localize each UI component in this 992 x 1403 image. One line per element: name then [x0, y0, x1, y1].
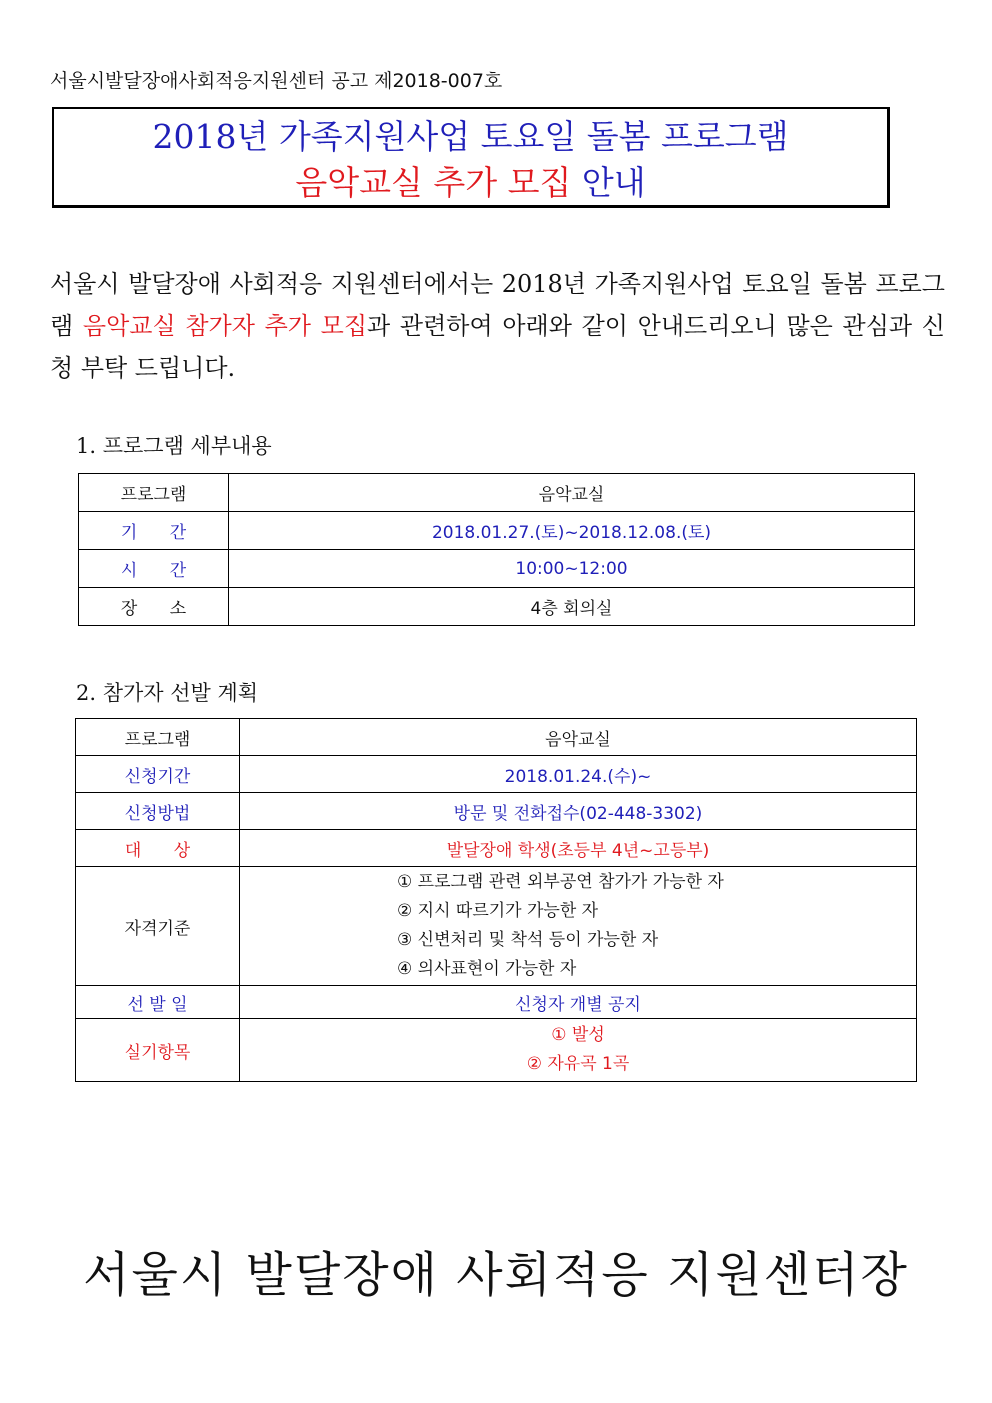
selection-plan-table: [75, 718, 917, 1082]
list-item: ② 지시 따르기가 가능한 자: [397, 901, 599, 921]
row-label: 기 간: [79, 512, 229, 550]
row-value: 음악교실: [229, 474, 915, 512]
criteria-list: [240, 867, 917, 986]
table-row: [79, 588, 915, 626]
row-value: 4층 회의실: [229, 588, 915, 626]
intro-text-1: 서울시 발달장애 사회적응 지원센터에서는 2018년 가족지원사업 토요일 돌봄 프로그램: [50, 270, 945, 340]
list-item: ② 자유곡 1곡: [526, 1054, 630, 1074]
program-details-table: [78, 473, 915, 626]
section-1-heading: 1. 프로그램 세부내용: [76, 434, 272, 458]
table-row: [76, 867, 917, 986]
intro-paragraph: [50, 263, 945, 389]
row-label: 대 상: [76, 830, 240, 867]
table-row: [76, 793, 917, 830]
table-row: [76, 830, 917, 867]
table-row: [76, 1019, 917, 1082]
row-label: 선 발 일: [76, 986, 240, 1019]
row-label: 신청기간: [76, 756, 240, 793]
title-highlight: 음악교실 추가 모집: [295, 163, 572, 202]
table-row: [79, 550, 915, 588]
table-row: [79, 474, 915, 512]
row-label: 시 간: [79, 550, 229, 588]
list-item: ④ 의사표현이 가능한 자: [397, 959, 577, 979]
row-value: 2018.01.27.(토)~2018.12.08.(토): [229, 512, 915, 550]
row-label: 프로그램: [76, 719, 240, 756]
title-box: [52, 107, 890, 208]
title-line-2: [54, 159, 887, 207]
row-value: 방문 및 전화접수(02-448-3302): [240, 793, 917, 830]
row-label: 프로그램: [79, 474, 229, 512]
row-value: 10:00~12:00: [229, 550, 915, 588]
row-label: 실기항목: [76, 1019, 240, 1082]
list-item: ① 발성: [551, 1025, 605, 1045]
title-suffix: 안내: [571, 163, 646, 202]
table-row: [76, 756, 917, 793]
row-value: 2018.01.24.(수)~: [240, 756, 917, 793]
row-label: 자격기준: [76, 867, 240, 986]
row-label: 장 소: [79, 588, 229, 626]
table-row: [79, 512, 915, 550]
row-value: 발달장애 학생(초등부 4년~고등부): [240, 830, 917, 867]
signature: 서울시 발달장애 사회적응 지원센터장: [83, 1247, 909, 1303]
row-label: 신청방법: [76, 793, 240, 830]
list-item: ① 프로그램 관련 외부공연 참가가 가능한 자: [397, 872, 724, 892]
intro-text-2: 과 관련하여 아래와 같이 안내드리오니 많은 관심과 신청 부탁 드립니다.: [50, 312, 945, 382]
list-item: ③ 신변처리 및 착석 등이 가능한 자: [397, 930, 659, 950]
section-2-heading: 2. 참가자 선발 계획: [76, 681, 259, 705]
notice-number: 서울시발달장애사회적응지원센터 공고 제2018-007호: [50, 70, 503, 92]
table-row: [76, 986, 917, 1019]
practice-list: [240, 1019, 917, 1082]
intro-highlight: 음악교실 참가자 추가 모집: [82, 312, 368, 340]
row-value: 음악교실: [240, 719, 917, 756]
table-row: [76, 719, 917, 756]
title-line-1: 2018년 가족지원사업 토요일 돌봄 프로그램: [152, 117, 789, 156]
row-value: 신청자 개별 공지: [240, 986, 917, 1019]
